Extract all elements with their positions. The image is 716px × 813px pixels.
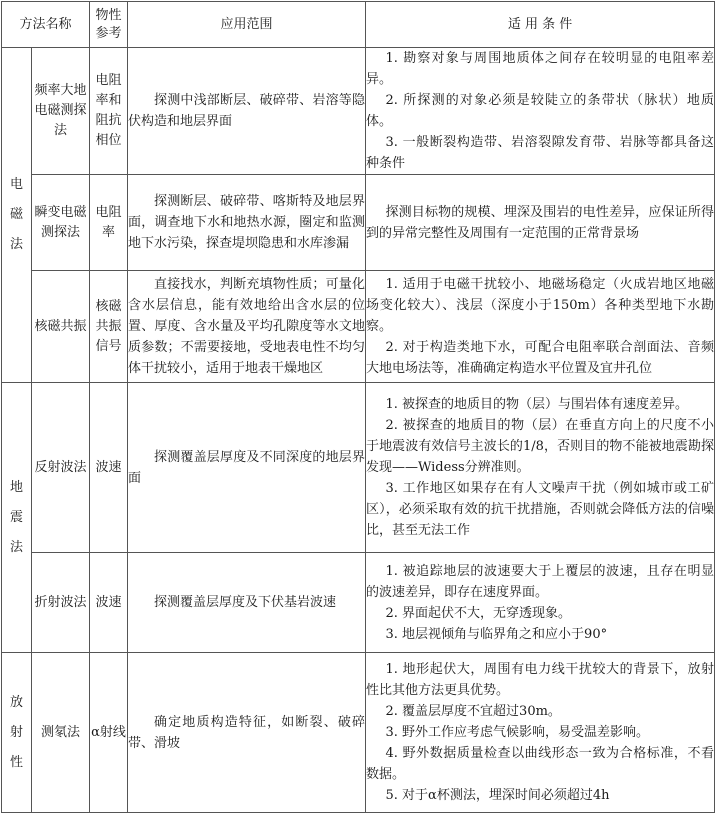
scope-text: 探测覆盖层厚度及不同深度的地层界面 — [128, 449, 366, 486]
condition-item: 3. 一般断裂构造带、岩溶裂隙发育带、岩脉等都具备这种条件 — [366, 135, 715, 171]
method-name-cell: 折射波法 — [32, 553, 90, 653]
condition-item: 1. 被探查的地质目的物（层）与围岩体有速度差异。 — [385, 397, 689, 412]
condition-item: 1. 被追踪地层的波速要大于上覆层的波速，且存在明显的波速差异，即存在速度界面。 — [366, 563, 715, 600]
scope-text: 确定地质构造特征，如断裂、破碎带、滑坡 — [128, 714, 366, 751]
category-cell-seismic — [2, 383, 32, 653]
property-cell: 电阻率和阻抗相位 — [90, 48, 128, 175]
property-cell: 波速 — [90, 383, 128, 553]
scope-text: 直接找水，判断充填物性质；可量化含水层信息，能有效地给出含水层的位置、厚度、含水量及平均孔隙度等水文地质参数；不需要接地，受地表电性不均匀体干扰较小，适用于地表干燥地区 — [128, 277, 366, 376]
condition-item: 2. 覆盖层厚度不宜超过30m。 — [385, 704, 561, 719]
scope-cell — [128, 175, 366, 271]
scope-cell — [128, 48, 366, 175]
method-name-cell: 瞬变电磁测探法 — [32, 175, 90, 271]
table-row — [2, 175, 715, 271]
table-row — [2, 271, 715, 383]
scope-text: 探测断层、破碎带、喀斯特及地层界面，调查地下水和地热水源，圈定和监测地下水污染，探查堤坝隐患和水库渗漏 — [128, 194, 366, 251]
scope-cell — [128, 553, 366, 653]
property-cell: 波速 — [90, 553, 128, 653]
condition-item: 4. 野外数据质量检查以曲线形态一致为合格标准，不看数据。 — [366, 746, 715, 782]
condition-item: 3. 地层视倾角与临界角之和应小于90° — [385, 626, 608, 642]
method-name-cell: 测氡法 — [32, 653, 90, 813]
category-char: 射 — [9, 724, 23, 740]
condition-item: 5. 对于α杯测法，埋深时间必须超过4h — [385, 788, 610, 803]
conditions-cell — [366, 48, 715, 175]
condition-item: 1. 适用于电磁干扰较小、地磁场稳定（火成岩地区地磁场变化较大）、浅层（深度小于150m）各种类型地下水勘察。 — [366, 277, 715, 334]
scope-text: 探测覆盖层厚度及下伏基岩波速 — [154, 595, 337, 610]
method-name-cell: 核磁共振 — [32, 271, 90, 383]
conditions-cell — [366, 175, 715, 271]
category-char: 性 — [9, 754, 23, 770]
table-row — [2, 653, 715, 813]
methods-table — [1, 1, 715, 813]
property-cell: α射线 — [90, 653, 128, 813]
category-char: 电 — [9, 177, 23, 192]
condition-item: 2. 所探测的对象必须是较陡立的条带状（脉状）地质体。 — [366, 93, 715, 129]
property-cell: 电阻率 — [90, 175, 128, 271]
condition-item: 2. 界面起伏不大，无穿透现象。 — [385, 605, 572, 621]
category-char: 放 — [9, 694, 23, 710]
condition-item: 2. 对于构造类地下水，可配合电阻率联合剖面法、音频大地电场法等，准确确定构造水平位置及宜井孔位 — [366, 340, 715, 376]
header-property: 物性参考 — [90, 2, 128, 48]
condition-item: 1. 勘察对象与周围地质体之间存在较明显的电阻率差异。 — [366, 51, 715, 87]
scope-cell — [128, 653, 366, 813]
condition-item: 3. 工作地区如果存在有人文噪声干扰（例如城市或工矿区），必须采取有效的抗干扰措施，否则就会降低方法的信噪比，甚至无法工作 — [366, 481, 715, 538]
condition-item: 1. 地形起伏大，周围有电力线干扰较大的背景下，放射性比其他方法更具优势。 — [366, 662, 715, 698]
condition-item: 3. 野外工作应考虑气候影响，易受温差影响。 — [385, 725, 650, 740]
conditions-cell — [366, 383, 715, 553]
table-row — [2, 383, 715, 553]
table-header-row — [2, 2, 715, 48]
category-cell-electromagnetic — [2, 48, 32, 383]
category-cell-radioactivity — [2, 653, 32, 813]
header-conditions: 适 用 条 件 — [366, 2, 715, 48]
category-char: 震 — [9, 509, 23, 525]
scope-cell — [128, 383, 366, 553]
category-char: 磁 — [9, 207, 23, 222]
category-char: 法 — [9, 237, 23, 252]
condition-item: 2. 被探查的地质目的物（层）在垂直方向上的尺度不小于地震波有效信号主波长的1/8，否则目的物不能被地震勘探发现——Widess分辨准则。 — [366, 418, 715, 475]
table-row — [2, 553, 715, 653]
scope-text: 探测中浅部断层、破碎带、岩溶等隐伏构造和地层界面 — [128, 93, 366, 129]
condition-item: 探测目标物的规模、埋深及围岩的电性差异，应保证所得到的异常完整性及周围有一定范围的正常背景场 — [366, 204, 715, 241]
method-name-cell: 反射波法 — [32, 383, 90, 553]
scope-cell — [128, 271, 366, 383]
header-method-name: 方法名称 — [2, 2, 90, 48]
category-char: 地 — [9, 479, 23, 495]
table-row — [2, 48, 715, 175]
header-scope: 应用范围 — [128, 2, 366, 48]
category-char: 法 — [9, 539, 23, 555]
conditions-cell — [366, 653, 715, 813]
conditions-cell — [366, 553, 715, 653]
conditions-cell — [366, 271, 715, 383]
property-cell: 核磁共振信号 — [90, 271, 128, 383]
method-name-cell: 频率大地电磁测探法 — [32, 48, 90, 175]
